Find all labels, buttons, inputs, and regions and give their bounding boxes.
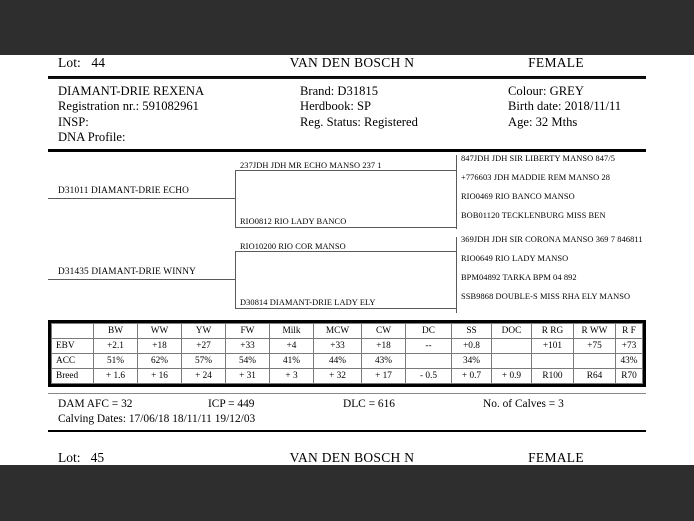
ebv-cell: 43%	[362, 353, 406, 368]
pedigree-gg3: RIO0469 RIO BANCO MANSO	[461, 191, 575, 201]
birth-date-field: Birth date: 2018/11/11	[508, 99, 622, 114]
ebv-cell: +4	[270, 338, 314, 353]
ebv-corner-cell	[52, 323, 94, 338]
ebv-header-row	[52, 323, 643, 338]
ebv-cell: + 16	[138, 368, 182, 383]
info-divider	[48, 149, 646, 152]
next-lot-label: Lot:	[58, 449, 81, 465]
pedigree-dam-sire-line	[235, 251, 457, 252]
animal-sex: FEMALE	[528, 55, 584, 70]
pedigree-gg8: SSB9868 DOUBLE-S MISS RHA ELY MANSO	[461, 291, 631, 301]
ebv-cell: R70	[616, 368, 643, 383]
dna-profile-field: DNA Profile:	[58, 130, 126, 145]
pedigree-sire-sire-line	[235, 170, 457, 171]
ebv-column-header: SS	[452, 323, 492, 338]
brand-field: Brand: D31815	[300, 84, 379, 98]
dlc-value: DLC = 616	[343, 397, 395, 410]
pedigree-gg6: RIO0649 RIO LADY MANSO	[461, 253, 569, 263]
lot-label: Lot:	[58, 55, 81, 70]
pedigree-dam-dam: D30814 DIAMANT-DRIE LADY ELY	[240, 297, 376, 307]
ebv-column-header: BW	[94, 323, 138, 338]
ebv-table	[51, 323, 643, 384]
ebv-cell: R64	[574, 368, 616, 383]
ebv-cell: +18	[138, 338, 182, 353]
animal-name: DIAMANT-DRIE REXENA	[58, 84, 205, 98]
next-lot-number: 45	[90, 449, 105, 465]
reg-status-field: Reg. Status: Registered	[300, 114, 418, 129]
ebv-cell: + 3	[270, 368, 314, 383]
info-column-attributes	[508, 84, 646, 146]
breeding-stats-row	[58, 397, 646, 412]
ebv-cell: + 24	[182, 368, 226, 383]
pedigree-gg1: 847JDH JDH SIR LIBERTY MANSO 847/5	[461, 153, 616, 163]
ebv-column-header: Milk	[270, 323, 314, 338]
ebv-cell: +73	[616, 338, 643, 353]
pedigree-dam-bracket	[235, 251, 236, 308]
ebv-cell: - 0.5	[406, 368, 452, 383]
pedigree-rail-upper	[456, 155, 457, 229]
ebv-cell: +2.1	[94, 338, 138, 353]
pedigree-gg4: BOB01120 TECKLENBURG MISS BEN	[461, 210, 606, 220]
ebv-cell: 43%	[616, 353, 643, 368]
ebv-cell	[532, 353, 574, 368]
calving-dates: Calving Dates: 17/06/18 18/11/11 19/12/03	[58, 412, 256, 425]
info-column-registry	[300, 84, 508, 146]
info-column-identity	[58, 84, 300, 146]
herdbook-field: Herdbook: SP	[300, 99, 372, 114]
ebv-cell	[492, 338, 532, 353]
breeding-summary	[48, 393, 646, 432]
ebv-column-header: DC	[406, 323, 452, 338]
pedigree-sire-dam: RIO0812 RIO LADY BANCO	[240, 216, 347, 226]
ebv-row-label: Breed	[52, 368, 94, 383]
ebv-cell: + 1.6	[94, 368, 138, 383]
ebv-cell: + 31	[226, 368, 270, 383]
pedigree-gg7: BPM04892 TARKA BPM 04 892	[461, 272, 577, 282]
letterbox-top	[0, 0, 694, 55]
owner-name: VAN DEN BOSCH N	[289, 55, 415, 70]
ebv-cell: R100	[532, 368, 574, 383]
ebv-row-label: EBV	[52, 338, 94, 353]
ebv-data-row	[52, 353, 643, 368]
ebv-cell: --	[406, 338, 452, 353]
ebv-column-header: CW	[362, 323, 406, 338]
pedigree-dam: D31435 DIAMANT-DRIE WINNY	[58, 266, 197, 277]
no-of-calves: No. of Calves = 3	[483, 397, 564, 410]
ebv-cell: 34%	[452, 353, 492, 368]
lot-number: 44	[91, 55, 106, 70]
ebv-column-header: R RG	[532, 323, 574, 338]
ebv-cell: 44%	[314, 353, 362, 368]
ebv-column-header: YW	[182, 323, 226, 338]
ebv-cell: +0.8	[452, 338, 492, 353]
catalogue-page	[0, 55, 694, 465]
ebv-cell: 62%	[138, 353, 182, 368]
ebv-cell: +33	[226, 338, 270, 353]
pedigree-sire-sire: 237JDH JDH MR ECHO MANSO 237 1	[240, 160, 382, 170]
pedigree-rail-lower	[456, 237, 457, 313]
ebv-cell: +18	[362, 338, 406, 353]
ebv-column-header: WW	[138, 323, 182, 338]
pedigree-dam-dam-line	[235, 308, 457, 309]
pedigree-gg2: +776603 JDH MADDIE REM MANSO 28	[461, 172, 611, 182]
pedigree-sire-line	[48, 198, 235, 199]
ebv-data-row	[52, 368, 643, 383]
next-lot-identifier	[48, 450, 238, 466]
pedigree-sire: D31011 DIAMANT-DRIE ECHO	[58, 185, 189, 196]
ebv-cell: + 0.7	[452, 368, 492, 383]
pedigree-sire-dam-line	[235, 227, 457, 228]
ebv-cell: +27	[182, 338, 226, 353]
ebv-column-header: DOC	[492, 323, 532, 338]
ebv-cell	[492, 353, 532, 368]
dam-afc: DAM AFC = 32	[58, 397, 133, 410]
ebv-column-header: FW	[226, 323, 270, 338]
pedigree-dam-line	[48, 279, 235, 280]
ebv-cell	[574, 353, 616, 368]
ebv-column-header: MCW	[314, 323, 362, 338]
age-field: Age: 32 Mths	[508, 114, 578, 129]
next-animal-sex: FEMALE	[528, 449, 584, 465]
letterbox-bottom	[0, 465, 694, 521]
ebv-cell: 54%	[226, 353, 270, 368]
ebv-cell: + 17	[362, 368, 406, 383]
pedigree-dam-sire: RIO10200 RIO COR MANSO	[240, 241, 346, 251]
ebv-row-label: ACC	[52, 353, 94, 368]
insp-field: INSP:	[58, 114, 89, 129]
registration-number: Registration nr.: 591082961	[58, 99, 199, 114]
pedigree-gg5: 369JDH JDH SIR CORONA MANSO 369 7 846811	[461, 234, 643, 244]
colour-field: Colour: GREY	[508, 84, 584, 98]
next-record-preview	[48, 450, 646, 466]
ebv-cell: 41%	[270, 353, 314, 368]
ebv-column-header: R WW	[574, 323, 616, 338]
pedigree-tree	[48, 153, 646, 318]
ebv-cell: 57%	[182, 353, 226, 368]
ebv-cell: + 0.9	[492, 368, 532, 383]
ebv-cell: 51%	[94, 353, 138, 368]
ebv-column-header: R F	[616, 323, 643, 338]
animal-info-block	[48, 79, 646, 148]
ebv-table-container	[48, 320, 646, 387]
ebv-cell: +101	[532, 338, 574, 353]
ebv-cell	[406, 353, 452, 368]
ebv-cell: +75	[574, 338, 616, 353]
lot-identifier	[48, 55, 238, 71]
ebv-cell: +33	[314, 338, 362, 353]
next-owner-name: VAN DEN BOSCH N	[289, 449, 415, 465]
record-title-row	[48, 55, 646, 75]
icp-value: ICP = 449	[208, 397, 255, 410]
next-record-title-row	[48, 450, 646, 466]
ebv-data-row	[52, 338, 643, 353]
record-sheet	[48, 55, 646, 466]
pedigree-sire-bracket	[235, 170, 236, 227]
ebv-cell: + 32	[314, 368, 362, 383]
